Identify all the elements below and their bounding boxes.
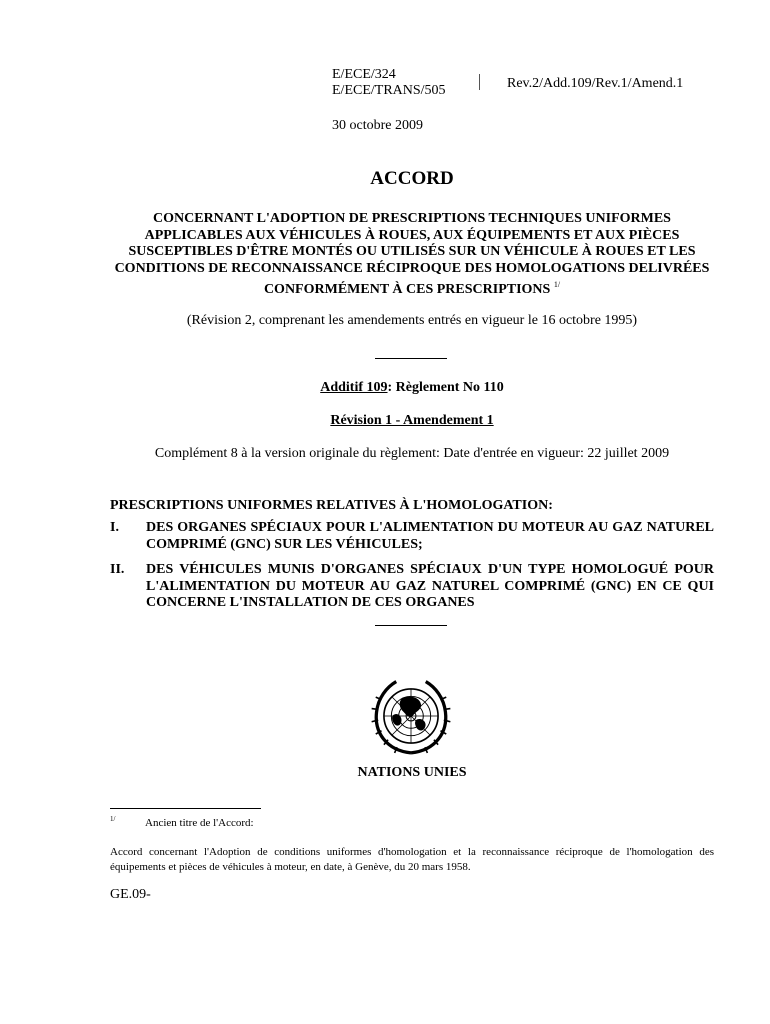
footnote-mark: 1/	[110, 815, 116, 823]
document-symbol	[332, 67, 446, 99]
supplement-note: Complément 8 à la version originale du règlement: Date d'entrée en vigueur: 22 juillet 2009	[154, 446, 670, 461]
agreement-subtitle	[110, 211, 714, 299]
item-text: DES ORGANES SPÉCIAUX POUR L'ALIMENTATION DU MOTEUR AU GAZ NATUREL COMPRIMÉ (GNC) SUR LES VÉHICULES;	[146, 520, 714, 552]
agreement-title: ACCORD	[370, 168, 454, 189]
footnote-detail: Accord concernant l'Adoption de conditions uniformes d'homologation et la reconnaissance réciproque de l'homologation des équipements et pièces de véhicules à moteur, en date, à Genève, du 20 mars 1958.	[110, 846, 714, 873]
revision-note: (Révision 2, comprenant les amendements entrés en vigueur le 16 octobre 1995)	[186, 313, 638, 328]
footnote-text: Ancien titre de l'Accord:	[145, 817, 254, 829]
addendum-label: Additif 109	[320, 380, 388, 395]
document-date: 30 octobre 2009	[332, 118, 423, 133]
footnote-rule	[110, 808, 261, 809]
addendum-regulation: : Règlement No 110	[387, 380, 504, 395]
symbol-line-2: E/ECE/TRANS/505	[332, 83, 446, 98]
item-text: DES VÉHICULES MUNIS D'ORGANES SPÉCIAUX D'UN TYPE HOMOLOGUÉ POUR L'ALIMENTATION DU MOTEUR AU GAZ NATUREL COMPRIMÉ (GNC) EN CE QUI CONCERNE L'INSTALLATION DE CES ORGANES	[146, 562, 714, 610]
job-number: GE.09-	[110, 887, 151, 902]
revision-symbol: Rev.2/Add.109/Rev.1/Amend.1	[507, 76, 684, 91]
footnote-reference: 1/	[553, 280, 561, 289]
subtitle-text: CONCERNANT L'ADOPTION DE PRESCRIPTIONS TECHNIQUES UNIFORMES APPLICABLES AUX VÉHICULES À ROUES, AUX ÉQUIPEMENTS ET AUX PIÈCES SUSCEPTIBLES D'ÊTRE MONTÉS OU UTILISÉS SUR UN VÉHICULE À ROUES ET LES CONDITIONS DE RECONNAISSANCE RÉCIPROQUE DES HOMOLOGATIONS DELIVRÉES CONFORMÉMENT À CES PRESCRIPTIONS	[114, 211, 710, 297]
header-separator	[479, 74, 480, 90]
separator-rule	[375, 358, 447, 359]
revision-amendment: Révision 1 - Amendement 1	[330, 413, 494, 428]
list-item	[110, 562, 714, 612]
item-number: II.	[110, 562, 125, 577]
symbol-line-1: E/ECE/324	[332, 67, 396, 82]
organization-name: NATIONS UNIES	[357, 765, 467, 780]
item-number: I.	[110, 520, 119, 535]
list-item	[110, 520, 714, 553]
separator-rule	[375, 625, 447, 626]
prescriptions-heading: PRESCRIPTIONS UNIFORMES RELATIVES À L'HOMOLOGATION:	[110, 498, 553, 513]
addendum-heading	[110, 380, 714, 396]
un-emblem-icon	[370, 675, 452, 757]
